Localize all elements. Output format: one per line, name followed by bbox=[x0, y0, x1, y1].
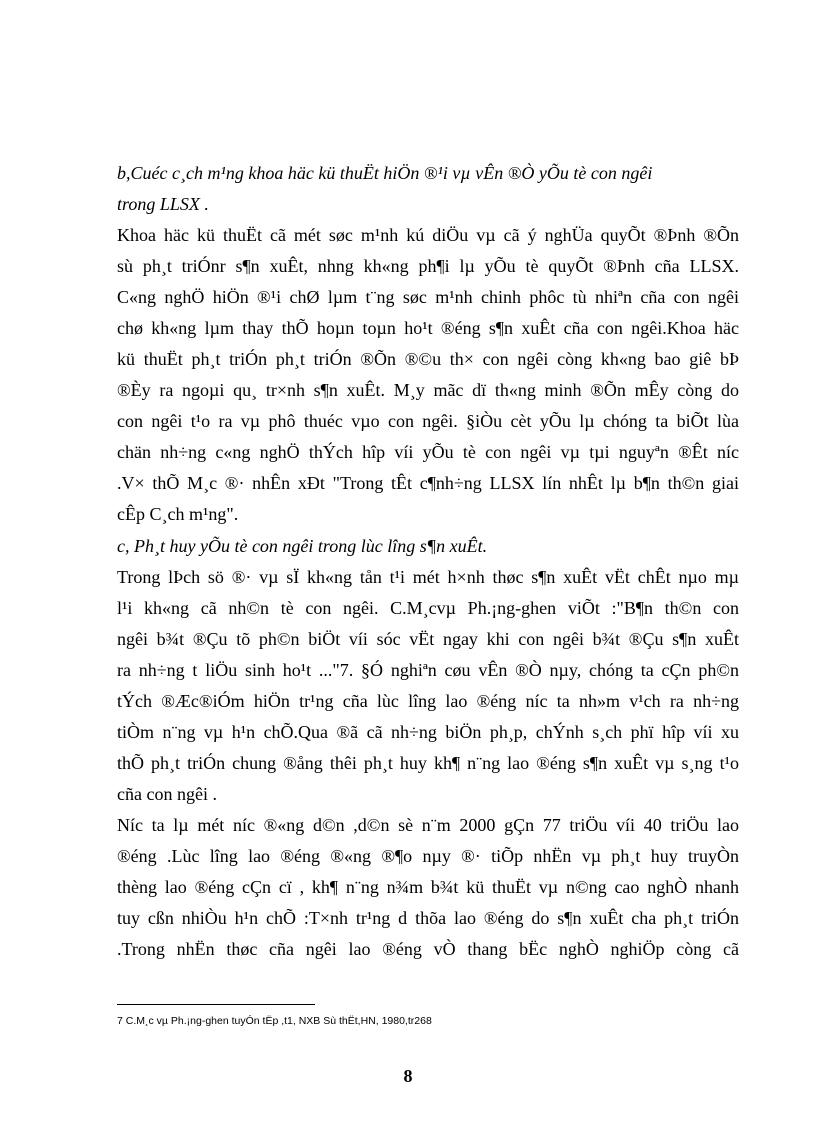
paragraph-line: Khoa häc kü thuËt cã mét søc m¹nh kú diÖu vµ cã ý nghÜa quyÕt ®Þnh ®Õn bbox=[117, 225, 739, 245]
paragraph-line: cña con ngêi . bbox=[117, 784, 217, 804]
paragraph-line-with-footnote-ref: ra nh÷ng t liÖu sinh ho¹t ..."7. §Ó nghiªn cøu vÊn ®Ò nµy, chóng ta cÇn ph©n bbox=[117, 660, 739, 680]
paragraph-line: ngêi b¾t ®Çu tõ ph©n biÖt víi sóc vËt ngay khi con ngêi b¾t ®Çu s¶n xuÊt bbox=[117, 629, 739, 649]
paragraph-line: thÕ ph¸t triÓn chung ®ång thêi ph¸t huy kh¶ n¨ng lao ®éng s¶n xuÊt vµ s¸ng t¹o bbox=[117, 753, 739, 773]
footnote: 7 C.M¸c vµ Ph.¡ng-ghen tuyÓn tËp ,t1, NXB Sù thËt,HN, 1980,tr268 bbox=[117, 1015, 432, 1027]
paragraph-line: ®éng .Lùc lîng lao ®éng ®«ng ®¶o nµy ®· tiÕp nhËn vµ ph¸t huy truyÒn bbox=[117, 846, 739, 866]
paragraph-line: .Trong nhËn thøc cña ngêi lao ®éng vÒ thang bËc nghÒ nghiÖp còng cã bbox=[117, 939, 739, 959]
paragraph-line: Níc ta lµ mét níc ®«ng d©n ,d©n sè n¨m 2000 gÇn 77 triÖu víi 40 triÖu lao bbox=[117, 815, 739, 835]
paragraph-line: .V× thÕ M¸c ®· nhÊn xÐt "Trong tÊt c¶nh÷ng LLSX lín nhÊt lµ b¶n th©n giai bbox=[117, 473, 739, 493]
paragraph-line: cÊp C¸ch m¹ng". bbox=[117, 504, 239, 524]
paragraph-line: thèng lao ®éng cÇn cï , kh¶ n¨ng n¾m b¾t kü thuËt vµ n©ng cao nghÒ nhanh bbox=[117, 877, 739, 897]
paragraph-line: kü thuËt ph¸t triÓn ph¸t triÓn ®Õn ®©u th× con ngêi còng kh«ng bao giê bÞ bbox=[117, 349, 739, 369]
paragraph-line: con ngêi t¹o ra vµ phô thuéc vµo con ngêi. §iÒu cèt yÕu lµ chóng ta biÕt lùa bbox=[117, 411, 739, 431]
section-heading-b-line-1: b,Cuéc c¸ch m¹ng khoa häc kü thuËt hiÖn ®¹i vµ vÊn ®Ò yÕu tè con ngêi bbox=[117, 163, 653, 183]
paragraph-line: chän nh÷ng c«ng nghÖ thÝch hîp víi yÕu tè con ngêi vµ tµi nguyªn ®Êt níc bbox=[117, 442, 739, 462]
section-heading-c: c, Ph¸t huy yÕu tè con ngêi trong lùc lîng s¶n xuÊt. bbox=[117, 536, 488, 556]
paragraph-line: ®Èy ra ngoµi qu¸ tr×nh s¶n xuÊt. M¸y mãc dï th«ng minh ®Õn mÊy còng do bbox=[117, 380, 739, 400]
paragraph-line: tÝch ®Æc®iÓm hiÖn tr¹ng cña lùc lîng lao ®éng níc ta nh»m v¹ch ra nh÷ng bbox=[117, 691, 739, 711]
paragraph-line: tiÒm n¨ng vµ h¹n chÕ.Qua ®ã cã nh÷ng biÖn ph¸p, chÝnh s¸ch phï hîp víi xu bbox=[117, 722, 739, 742]
paragraph-line: l¹i kh«ng cã nh©n tè con ngêi. C.M¸cvµ Ph.¡ng-ghen viÕt :"B¶n th©n con bbox=[117, 598, 739, 618]
paragraph-line: tuy cßn nhiÒu h¹n chÕ :T×nh tr¹ng d thõa lao ®éng do s¶n xuÊt cha ph¸t triÓn bbox=[117, 908, 739, 928]
paragraph-line: C«ng nghÖ hiÖn ®¹i chØ lµm t¨ng søc m¹nh chinh phôc tù nhiªn cña con ngêi bbox=[117, 287, 739, 307]
footnote-separator bbox=[117, 1004, 315, 1005]
paragraph-line: Trong lÞch sö ®· vµ sÏ kh«ng tån t¹i mét h×nh thøc s¶n xuÊt vËt chÊt nµo mµ bbox=[117, 567, 739, 587]
section-heading-b-line-2: trong LLSX . bbox=[117, 194, 209, 214]
paragraph-line: sù ph¸t triÓnr s¶n xuÊt, nhng kh«ng ph¶i lµ yÕu tè quyÕt ®Þnh cña LLSX. bbox=[117, 256, 739, 276]
page-number: 8 bbox=[403, 1066, 413, 1086]
paragraph-line: chø kh«ng lµm thay thÕ hoµn toµn ho¹t ®éng s¶n xuÊt cña con ngêi.Khoa häc bbox=[117, 318, 739, 338]
